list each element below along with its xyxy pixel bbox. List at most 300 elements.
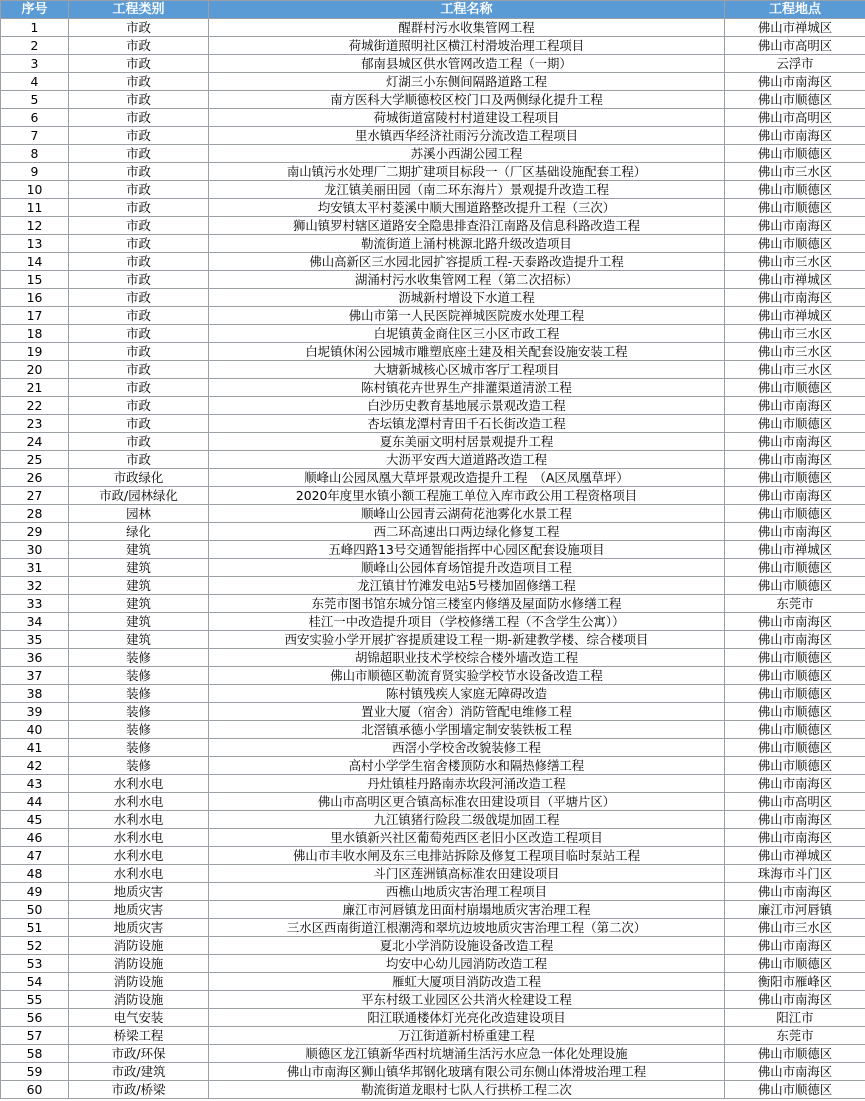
table-row <box>1 973 865 991</box>
cell-category: 消防设施 <box>69 991 209 1009</box>
cell-location: 佛山市顺德区 <box>725 91 865 109</box>
cell-project-name: 勒流街道上涌村桃源北路升级改造项目 <box>209 235 725 253</box>
cell-location: 佛山市三水区 <box>725 361 865 379</box>
cell-location: 佛山市顺德区 <box>725 1081 865 1099</box>
cell-location: 佛山市南海区 <box>725 523 865 541</box>
cell-location: 佛山市南海区 <box>725 289 865 307</box>
cell-index: 24 <box>1 433 69 451</box>
cell-index: 3 <box>1 55 69 73</box>
cell-project-name: 佛山市顺德区勒流育贤实验学校节水设备改造工程 <box>209 667 725 685</box>
cell-index: 36 <box>1 649 69 667</box>
cell-category: 消防设施 <box>69 955 209 973</box>
cell-project-name: 均安镇太平村菱溪中顺大围道路整改提升工程（三次） <box>209 199 725 217</box>
cell-category: 园林 <box>69 505 209 523</box>
cell-project-name: 斗门区莲洲镇高标准农田建设项目 <box>209 865 725 883</box>
cell-project-name: 里水镇西华经济社雨污分流改造工程项目 <box>209 127 725 145</box>
cell-project-name: 陈村镇花卉世界生产排灌渠道清淤工程 <box>209 379 725 397</box>
table-row <box>1 1009 865 1027</box>
cell-category: 市政 <box>69 199 209 217</box>
cell-location: 东莞市 <box>725 595 865 613</box>
cell-location: 佛山市南海区 <box>725 883 865 901</box>
cell-category: 装修 <box>69 721 209 739</box>
cell-category: 市政 <box>69 217 209 235</box>
cell-index: 29 <box>1 523 69 541</box>
cell-index: 14 <box>1 253 69 271</box>
cell-project-name: 顺峰山公园青云湖荷花池雾化水景工程 <box>209 505 725 523</box>
cell-index: 1 <box>1 19 69 37</box>
cell-index: 10 <box>1 181 69 199</box>
cell-project-name: 佛山市丰收水闸及东三电排站拆除及修复工程项目临时泵站工程 <box>209 847 725 865</box>
cell-project-name: 雁虹大厦项目消防改造工程 <box>209 973 725 991</box>
table-body <box>1 19 865 1099</box>
cell-index: 4 <box>1 73 69 91</box>
cell-category: 装修 <box>69 703 209 721</box>
table-row <box>1 703 865 721</box>
table-row <box>1 289 865 307</box>
cell-location: 佛山市南海区 <box>725 433 865 451</box>
cell-category: 装修 <box>69 757 209 775</box>
table-row <box>1 883 865 901</box>
cell-index: 17 <box>1 307 69 325</box>
table-row <box>1 901 865 919</box>
table-row <box>1 433 865 451</box>
cell-project-name: 万江街道新村桥重建工程 <box>209 1027 725 1045</box>
cell-project-name: 郁南县城区供水管网改造工程（一期） <box>209 55 725 73</box>
cell-category: 建筑 <box>69 541 209 559</box>
cell-index: 55 <box>1 991 69 1009</box>
cell-project-name: 廉江市河唇镇龙田面村崩塌地质灾害治理工程 <box>209 901 725 919</box>
cell-index: 33 <box>1 595 69 613</box>
cell-location: 佛山市南海区 <box>725 829 865 847</box>
cell-project-name: 夏东美丽文明村居景观提升工程 <box>209 433 725 451</box>
cell-index: 27 <box>1 487 69 505</box>
cell-category: 水利水电 <box>69 847 209 865</box>
cell-location: 佛山市南海区 <box>725 613 865 631</box>
cell-category: 市政 <box>69 289 209 307</box>
cell-index: 9 <box>1 163 69 181</box>
cell-project-name: 东莞市图书馆东城分馆三楼室内修缮及屋面防水修缮工程 <box>209 595 725 613</box>
cell-category: 市政绿化 <box>69 469 209 487</box>
table-row <box>1 55 865 73</box>
cell-location: 佛山市三水区 <box>725 919 865 937</box>
table-row <box>1 1081 865 1099</box>
cell-index: 59 <box>1 1063 69 1081</box>
cell-location: 佛山市顺德区 <box>725 703 865 721</box>
cell-project-name: 夏北小学消防设施设备改造工程 <box>209 937 725 955</box>
table-row <box>1 541 865 559</box>
cell-location: 珠海市斗门区 <box>725 865 865 883</box>
cell-category: 水利水电 <box>69 865 209 883</box>
cell-location: 佛山市顺德区 <box>725 739 865 757</box>
cell-index: 38 <box>1 685 69 703</box>
cell-project-name: 桂江一中改造提升项目（学校修缮工程（不含学生公寓）） <box>209 613 725 631</box>
cell-project-name: 丹灶镇桂丹路南赤坎段河涌改造工程 <box>209 775 725 793</box>
table-row <box>1 829 865 847</box>
cell-project-name: 大塘新城核心区城市客厅工程项目 <box>209 361 725 379</box>
cell-index: 58 <box>1 1045 69 1063</box>
cell-project-name: 西滘小学校舍改貌装修工程 <box>209 739 725 757</box>
cell-project-name: 白坭镇黄金商住区三小区市政工程 <box>209 325 725 343</box>
cell-index: 20 <box>1 361 69 379</box>
cell-location: 衡阳市雁峰区 <box>725 973 865 991</box>
cell-project-name: 2020年度里水镇小额工程施工单位入库市政公用工程资格项目 <box>209 487 725 505</box>
cell-index: 41 <box>1 739 69 757</box>
cell-category: 市政 <box>69 55 209 73</box>
cell-location: 佛山市顺德区 <box>725 469 865 487</box>
table-row <box>1 685 865 703</box>
cell-location: 阳江市 <box>725 1009 865 1027</box>
table-row <box>1 451 865 469</box>
cell-project-name: 五峰四路13号交通智能指挥中心园区配套设施项目 <box>209 541 725 559</box>
cell-location: 佛山市南海区 <box>725 73 865 91</box>
cell-location: 佛山市顺德区 <box>725 145 865 163</box>
cell-index: 47 <box>1 847 69 865</box>
table-row <box>1 667 865 685</box>
cell-index: 45 <box>1 811 69 829</box>
cell-project-name: 龙江镇美丽田园（南二环东海片）景观提升改造工程 <box>209 181 725 199</box>
cell-project-name: 三水区西南街道江根潮湾和翠坑边坡地质灾害治理工程（第二次） <box>209 919 725 937</box>
cell-location: 佛山市顺德区 <box>725 379 865 397</box>
cell-location: 佛山市顺德区 <box>725 415 865 433</box>
cell-index: 39 <box>1 703 69 721</box>
cell-project-name: 勒流街道龙眼村七队人行拱桥工程二次 <box>209 1081 725 1099</box>
cell-index: 8 <box>1 145 69 163</box>
cell-category: 地质灾害 <box>69 883 209 901</box>
cell-category: 市政 <box>69 415 209 433</box>
cell-category: 装修 <box>69 649 209 667</box>
cell-category: 水利水电 <box>69 775 209 793</box>
cell-location: 佛山市禅城区 <box>725 307 865 325</box>
cell-index: 35 <box>1 631 69 649</box>
table-row <box>1 343 865 361</box>
table-row <box>1 217 865 235</box>
table-row <box>1 487 865 505</box>
cell-location: 佛山市顺德区 <box>725 955 865 973</box>
table-row <box>1 613 865 631</box>
cell-category: 市政 <box>69 37 209 55</box>
cell-project-name: 荷城街道富陵村村道建设工程项目 <box>209 109 725 127</box>
cell-location: 佛山市顺德区 <box>725 235 865 253</box>
cell-project-name: 苏溪小西湖公园工程 <box>209 145 725 163</box>
cell-category: 电气安装 <box>69 1009 209 1027</box>
table-row <box>1 559 865 577</box>
cell-category: 市政/建筑 <box>69 1063 209 1081</box>
cell-index: 57 <box>1 1027 69 1045</box>
table-row <box>1 397 865 415</box>
cell-project-name: 湖涌村污水收集管网工程（第二次招标） <box>209 271 725 289</box>
cell-index: 28 <box>1 505 69 523</box>
cell-location: 佛山市高明区 <box>725 109 865 127</box>
cell-category: 建筑 <box>69 631 209 649</box>
cell-project-name: 平东村级工业园区公共消火栓建设工程 <box>209 991 725 1009</box>
cell-project-name: 胡锦超职业技术学校综合楼外墙改造工程 <box>209 649 725 667</box>
cell-location: 佛山市禅城区 <box>725 541 865 559</box>
cell-location: 佛山市南海区 <box>725 811 865 829</box>
cell-location: 佛山市顺德区 <box>725 685 865 703</box>
table-row <box>1 595 865 613</box>
cell-index: 46 <box>1 829 69 847</box>
cell-category: 市政 <box>69 451 209 469</box>
cell-project-name: 九江镇猪行险段二级戗堤加固工程 <box>209 811 725 829</box>
cell-project-name: 北滘镇承德小学围墙定制安装铁板工程 <box>209 721 725 739</box>
table-row <box>1 865 865 883</box>
table-row <box>1 937 865 955</box>
table-row <box>1 757 865 775</box>
table-row <box>1 631 865 649</box>
table-row <box>1 1045 865 1063</box>
table-row <box>1 361 865 379</box>
table-row <box>1 721 865 739</box>
cell-category: 市政 <box>69 109 209 127</box>
cell-location: 佛山市三水区 <box>725 343 865 361</box>
cell-location: 佛山市顺德区 <box>725 577 865 595</box>
table-row <box>1 325 865 343</box>
cell-location: 佛山市顺德区 <box>725 559 865 577</box>
cell-project-name: 沥城新村增设下水道工程 <box>209 289 725 307</box>
cell-index: 25 <box>1 451 69 469</box>
table-row <box>1 739 865 757</box>
cell-location: 佛山市南海区 <box>725 217 865 235</box>
cell-location: 佛山市南海区 <box>725 397 865 415</box>
cell-location: 佛山市禅城区 <box>725 271 865 289</box>
cell-index: 16 <box>1 289 69 307</box>
cell-category: 水利水电 <box>69 811 209 829</box>
cell-category: 市政 <box>69 361 209 379</box>
table-row <box>1 271 865 289</box>
cell-category: 建筑 <box>69 613 209 631</box>
cell-project-name: 佛山市第一人民医院禅城医院废水处理工程 <box>209 307 725 325</box>
cell-location: 佛山市顺德区 <box>725 181 865 199</box>
cell-location: 佛山市顺德区 <box>725 649 865 667</box>
table-row <box>1 379 865 397</box>
cell-project-name: 狮山镇罗村辖区道路安全隐患排查沿江南路及信息科路改造工程 <box>209 217 725 235</box>
table-row <box>1 127 865 145</box>
cell-index: 22 <box>1 397 69 415</box>
cell-project-name: 均安中心幼儿园消防改造工程 <box>209 955 725 973</box>
cell-category: 市政 <box>69 325 209 343</box>
cell-index: 53 <box>1 955 69 973</box>
cell-project-name: 佛山高新区三水园北园扩容提质工程-天泰路改造提升工程 <box>209 253 725 271</box>
table-row <box>1 73 865 91</box>
cell-location: 佛山市三水区 <box>725 163 865 181</box>
cell-project-name: 佛山市高明区更合镇高标准农田建设项目（平塘片区） <box>209 793 725 811</box>
table-row <box>1 523 865 541</box>
cell-category: 市政 <box>69 397 209 415</box>
cell-project-name: 高村小学学生宿舍楼顶防水和隔热修缮工程 <box>209 757 725 775</box>
cell-index: 42 <box>1 757 69 775</box>
table-row <box>1 91 865 109</box>
cell-location: 佛山市南海区 <box>725 1063 865 1081</box>
cell-index: 60 <box>1 1081 69 1099</box>
table-row <box>1 919 865 937</box>
cell-location: 佛山市顺德区 <box>725 505 865 523</box>
cell-index: 18 <box>1 325 69 343</box>
cell-category: 消防设施 <box>69 937 209 955</box>
cell-category: 市政 <box>69 73 209 91</box>
cell-category: 桥梁工程 <box>69 1027 209 1045</box>
cell-category: 市政/桥梁 <box>69 1081 209 1099</box>
table-row <box>1 577 865 595</box>
table-row <box>1 469 865 487</box>
cell-index: 21 <box>1 379 69 397</box>
cell-index: 44 <box>1 793 69 811</box>
table-row <box>1 235 865 253</box>
cell-index: 54 <box>1 973 69 991</box>
cell-location: 佛山市南海区 <box>725 487 865 505</box>
header-index: 序号 <box>1 1 69 19</box>
cell-project-name: 顺峰山公园体育场馆提升改造项目工程 <box>209 559 725 577</box>
cell-index: 43 <box>1 775 69 793</box>
cell-project-name: 顺德区龙江镇新华西村坑塘涌生活污水应急一体化处理设施 <box>209 1045 725 1063</box>
cell-project-name: 西樵山地质灾害治理工程项目 <box>209 883 725 901</box>
cell-location: 佛山市南海区 <box>725 631 865 649</box>
table-row <box>1 847 865 865</box>
cell-category: 市政 <box>69 163 209 181</box>
cell-index: 32 <box>1 577 69 595</box>
table-row <box>1 811 865 829</box>
cell-category: 地质灾害 <box>69 919 209 937</box>
cell-location: 佛山市顺德区 <box>725 667 865 685</box>
cell-project-name: 杏坛镇龙潭村青田千石长街改造工程 <box>209 415 725 433</box>
cell-index: 26 <box>1 469 69 487</box>
cell-index: 19 <box>1 343 69 361</box>
table-row <box>1 991 865 1009</box>
table-row <box>1 775 865 793</box>
cell-index: 40 <box>1 721 69 739</box>
cell-location: 云浮市 <box>725 55 865 73</box>
cell-category: 装修 <box>69 667 209 685</box>
cell-project-name: 佛山市南海区狮山镇华邦钢化玻璃有限公司东侧山体滑坡治理工程 <box>209 1063 725 1081</box>
cell-category: 地质灾害 <box>69 901 209 919</box>
cell-category: 市政 <box>69 253 209 271</box>
cell-project-name: 置业大厦（宿舍）消防管配电维修工程 <box>209 703 725 721</box>
cell-location: 佛山市三水区 <box>725 325 865 343</box>
cell-category: 建筑 <box>69 577 209 595</box>
cell-index: 48 <box>1 865 69 883</box>
cell-category: 市政 <box>69 343 209 361</box>
header-category: 工程类别 <box>69 1 209 19</box>
cell-location: 佛山市顺德区 <box>725 199 865 217</box>
table-row <box>1 793 865 811</box>
cell-location: 佛山市顺德区 <box>725 1045 865 1063</box>
cell-location: 廉江市河唇镇 <box>725 901 865 919</box>
cell-index: 15 <box>1 271 69 289</box>
cell-project-name: 南方医科大学顺德校区校门口及两侧绿化提升工程 <box>209 91 725 109</box>
cell-location: 佛山市顺德区 <box>725 721 865 739</box>
cell-category: 建筑 <box>69 595 209 613</box>
cell-project-name: 西安实验小学开展扩容提质建设工程一期-新建教学楼、综合楼项目 <box>209 631 725 649</box>
cell-project-name: 灯湖三小东侧间隔路道路工程 <box>209 73 725 91</box>
cell-project-name: 白坭镇休闲公园城市雕塑底座土建及相关配套设施安装工程 <box>209 343 725 361</box>
table-row <box>1 505 865 523</box>
cell-category: 市政 <box>69 307 209 325</box>
header-row <box>1 1 865 19</box>
cell-location: 佛山市禅城区 <box>725 847 865 865</box>
cell-location: 佛山市南海区 <box>725 127 865 145</box>
table-row <box>1 37 865 55</box>
cell-project-name: 龙江镇甘竹滩发电站5号楼加固修缮工程 <box>209 577 725 595</box>
table-row <box>1 19 865 37</box>
cell-index: 37 <box>1 667 69 685</box>
table-row <box>1 253 865 271</box>
cell-project-name: 大沥平安西大道道路改造工程 <box>209 451 725 469</box>
cell-location: 佛山市高明区 <box>725 793 865 811</box>
table-row <box>1 649 865 667</box>
table-row <box>1 109 865 127</box>
cell-project-name: 荷城街道照明社区横江村滑坡治理工程项目 <box>209 37 725 55</box>
header-location: 工程地点 <box>725 1 865 19</box>
cell-index: 5 <box>1 91 69 109</box>
cell-index: 13 <box>1 235 69 253</box>
cell-category: 消防设施 <box>69 973 209 991</box>
cell-project-name: 陈村镇残疾人家庭无障碍改造 <box>209 685 725 703</box>
cell-index: 56 <box>1 1009 69 1027</box>
cell-index: 6 <box>1 109 69 127</box>
cell-category: 装修 <box>69 685 209 703</box>
cell-index: 11 <box>1 199 69 217</box>
cell-category: 市政/环保 <box>69 1045 209 1063</box>
cell-project-name: 阳江联通楼体灯光亮化改造建设项目 <box>209 1009 725 1027</box>
cell-category: 市政 <box>69 235 209 253</box>
cell-category: 市政 <box>69 181 209 199</box>
cell-category: 建筑 <box>69 559 209 577</box>
cell-location: 佛山市南海区 <box>725 775 865 793</box>
cell-index: 52 <box>1 937 69 955</box>
cell-project-name: 西二环高速出口两边绿化修复工程 <box>209 523 725 541</box>
header-project-name: 工程名称 <box>209 1 725 19</box>
cell-location: 东莞市 <box>725 1027 865 1045</box>
table-row <box>1 145 865 163</box>
table-row <box>1 1027 865 1045</box>
cell-index: 23 <box>1 415 69 433</box>
cell-category: 装修 <box>69 739 209 757</box>
cell-index: 7 <box>1 127 69 145</box>
cell-location: 佛山市三水区 <box>725 253 865 271</box>
cell-category: 市政 <box>69 19 209 37</box>
cell-index: 34 <box>1 613 69 631</box>
cell-index: 49 <box>1 883 69 901</box>
cell-category: 市政 <box>69 127 209 145</box>
table-row <box>1 181 865 199</box>
table-row <box>1 1063 865 1081</box>
cell-category: 绿化 <box>69 523 209 541</box>
cell-category: 水利水电 <box>69 829 209 847</box>
cell-index: 12 <box>1 217 69 235</box>
table-header <box>1 1 865 19</box>
cell-index: 2 <box>1 37 69 55</box>
cell-location: 佛山市顺德区 <box>725 757 865 775</box>
cell-location: 佛山市南海区 <box>725 451 865 469</box>
table-row <box>1 199 865 217</box>
cell-category: 市政 <box>69 91 209 109</box>
table-row <box>1 307 865 325</box>
cell-project-name: 里水镇新兴社区葡萄苑西区老旧小区改造工程项目 <box>209 829 725 847</box>
cell-project-name: 顺峰山公园凤凰大草坪景观改造提升工程 （A区凤凰草坪） <box>209 469 725 487</box>
cell-location: 佛山市高明区 <box>725 37 865 55</box>
table-row <box>1 163 865 181</box>
cell-location: 佛山市南海区 <box>725 937 865 955</box>
cell-location: 佛山市南海区 <box>725 991 865 1009</box>
cell-index: 30 <box>1 541 69 559</box>
cell-project-name: 白沙历史教育基地展示景观改造工程 <box>209 397 725 415</box>
cell-category: 市政 <box>69 271 209 289</box>
cell-location: 佛山市禅城区 <box>725 19 865 37</box>
cell-category: 市政 <box>69 145 209 163</box>
cell-index: 50 <box>1 901 69 919</box>
cell-category: 市政 <box>69 433 209 451</box>
cell-index: 51 <box>1 919 69 937</box>
cell-category: 市政/园林绿化 <box>69 487 209 505</box>
